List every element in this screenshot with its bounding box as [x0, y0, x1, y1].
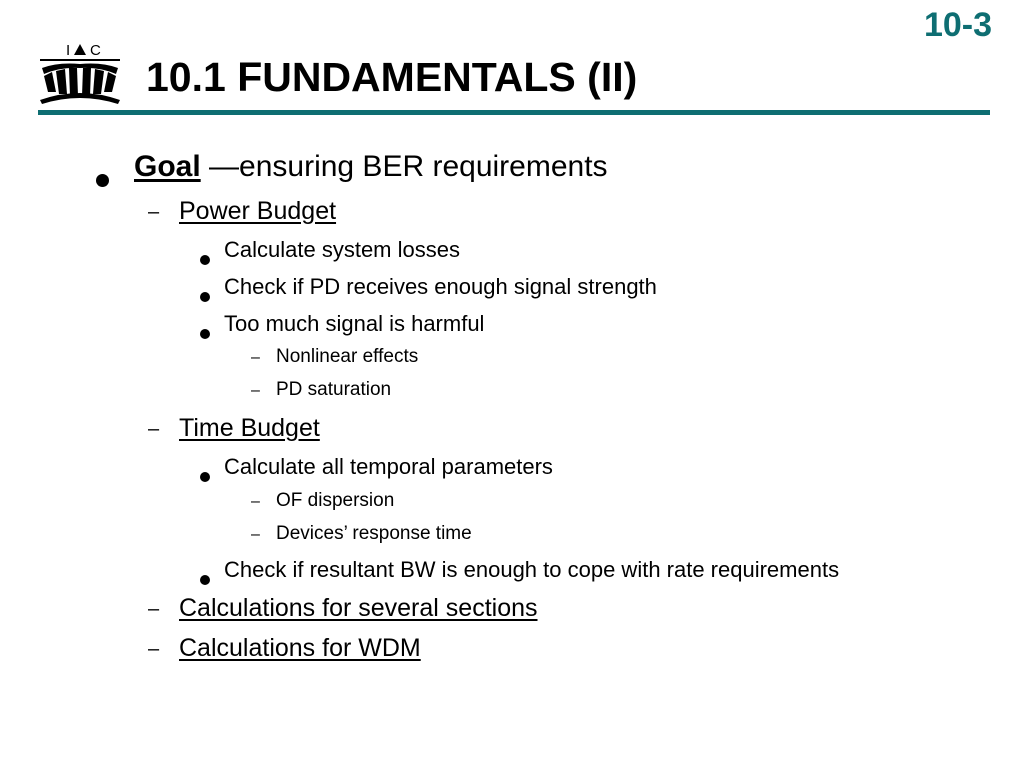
dash-icon: –: [251, 382, 260, 399]
bullet-icon: [96, 161, 109, 195]
title-rule: [38, 110, 990, 115]
slide-number: 10-3: [923, 6, 992, 44]
outline-item-text: Check if PD receives enough signal strength: [224, 274, 657, 299]
outline-item-text: Too much signal is harmful: [224, 311, 485, 336]
outline-item-text: Power Budget: [179, 197, 337, 225]
dash-icon: –: [148, 201, 160, 223]
svg-text:C: C: [90, 42, 101, 59]
iac-logo-icon: [38, 38, 122, 108]
outline-item-text: Calculate all temporal parameters: [224, 454, 553, 479]
svg-text:I: I: [66, 42, 71, 59]
outline-item-text: Calculations for WDM: [179, 634, 421, 662]
bullet-icon: [200, 319, 210, 345]
bullet-icon: [200, 462, 210, 488]
dash-icon: –: [251, 493, 260, 510]
bullet-icon: [200, 282, 210, 308]
goal-label: Goal: [134, 150, 201, 183]
bullet-icon: [200, 245, 210, 271]
dash-icon: –: [251, 349, 260, 366]
dash-icon: –: [148, 638, 160, 660]
bullet-icon: [200, 565, 210, 591]
outline-item-text: OF dispersion: [276, 490, 395, 511]
dash-icon: –: [251, 526, 260, 543]
outline-item-text: Nonlinear effects: [276, 346, 419, 367]
dash-icon: –: [148, 598, 160, 620]
outline-item-text: Check if resultant BW is enough to cope with rate requirements: [224, 557, 840, 582]
outline-item-text: Time Budget: [179, 414, 320, 442]
outline-item-text: Devices’ response time: [276, 523, 472, 544]
slide-title: 10.1 FUNDAMENTALS (II): [146, 54, 638, 100]
goal-text: —ensuring BER requirements: [200, 150, 608, 183]
outline-item-text: Calculations for several sections: [179, 594, 538, 622]
outline-item-text: PD saturation: [276, 379, 392, 400]
dash-icon: –: [148, 418, 160, 440]
outline-item-text: Calculate system losses: [224, 237, 460, 262]
